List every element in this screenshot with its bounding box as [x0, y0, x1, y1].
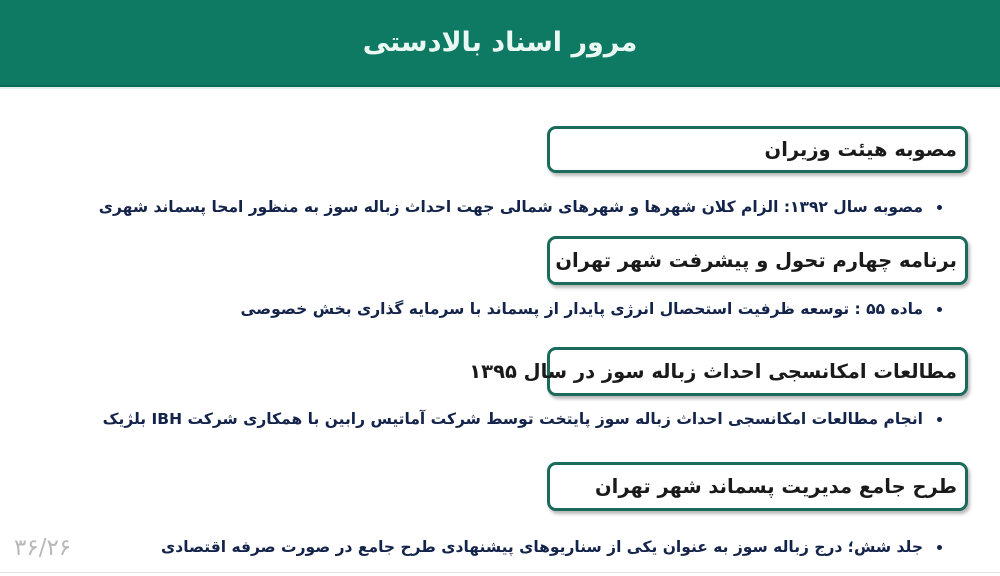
bullet-dot-icon: [937, 205, 942, 210]
section-heading-box: [547, 126, 968, 173]
bullet-item: [240, 300, 942, 318]
section-heading: مصوبه هیئت وزیران: [764, 138, 957, 161]
bullet-text: مصوبه سال ۱۳۹۲: الزام کلان شهرها و شهرهای شمالی جهت احداث زباله سوز به منظور امحا پسماند شهری: [98, 198, 923, 216]
section-heading-box: [547, 236, 968, 285]
bullet-item: [99, 198, 942, 216]
bullet-dot-icon: [937, 417, 942, 422]
footer-divider: [0, 572, 1000, 573]
bullet-text: انجام مطالعات امکانسجی احداث زباله سوز پایتخت توسط شرکت آماتیس رابین با همکاری شرکت IBH بلژیک: [102, 410, 923, 428]
bullet-dot-icon: [937, 545, 942, 550]
section-heading: طرح جامع مدیریت پسماند شهر تهران: [595, 475, 957, 498]
page-number: ۳۶/۲۶: [14, 535, 72, 561]
section-heading-box: [469, 347, 968, 396]
bullet-text: ماده ۵۵ : توسعه ظرفیت استحصال انرژی پایدار از پسماند با سرمایه گذاری بخش خصوصی: [240, 300, 923, 318]
bullet-item: [161, 538, 942, 556]
section-heading-box: [547, 462, 968, 511]
bullet-dot-icon: [937, 307, 942, 312]
bullet-text: جلد شش؛ درج زباله سوز به عنوان یکی از سناریوهای پیشنهادی طرح جامع در صورت صرفه اقتصادی: [161, 538, 923, 556]
section-heading: مطالعات امکانسجی احداث زباله سوز در سال ۱۳۹۵: [469, 360, 957, 383]
section-heading: برنامه چهارم تحول و پیشرفت شهر تهران: [555, 249, 957, 272]
bullet-item: [103, 410, 942, 428]
header-divider: [0, 87, 1000, 89]
slide-title: مرور اسناد بالادستی: [362, 27, 638, 58]
